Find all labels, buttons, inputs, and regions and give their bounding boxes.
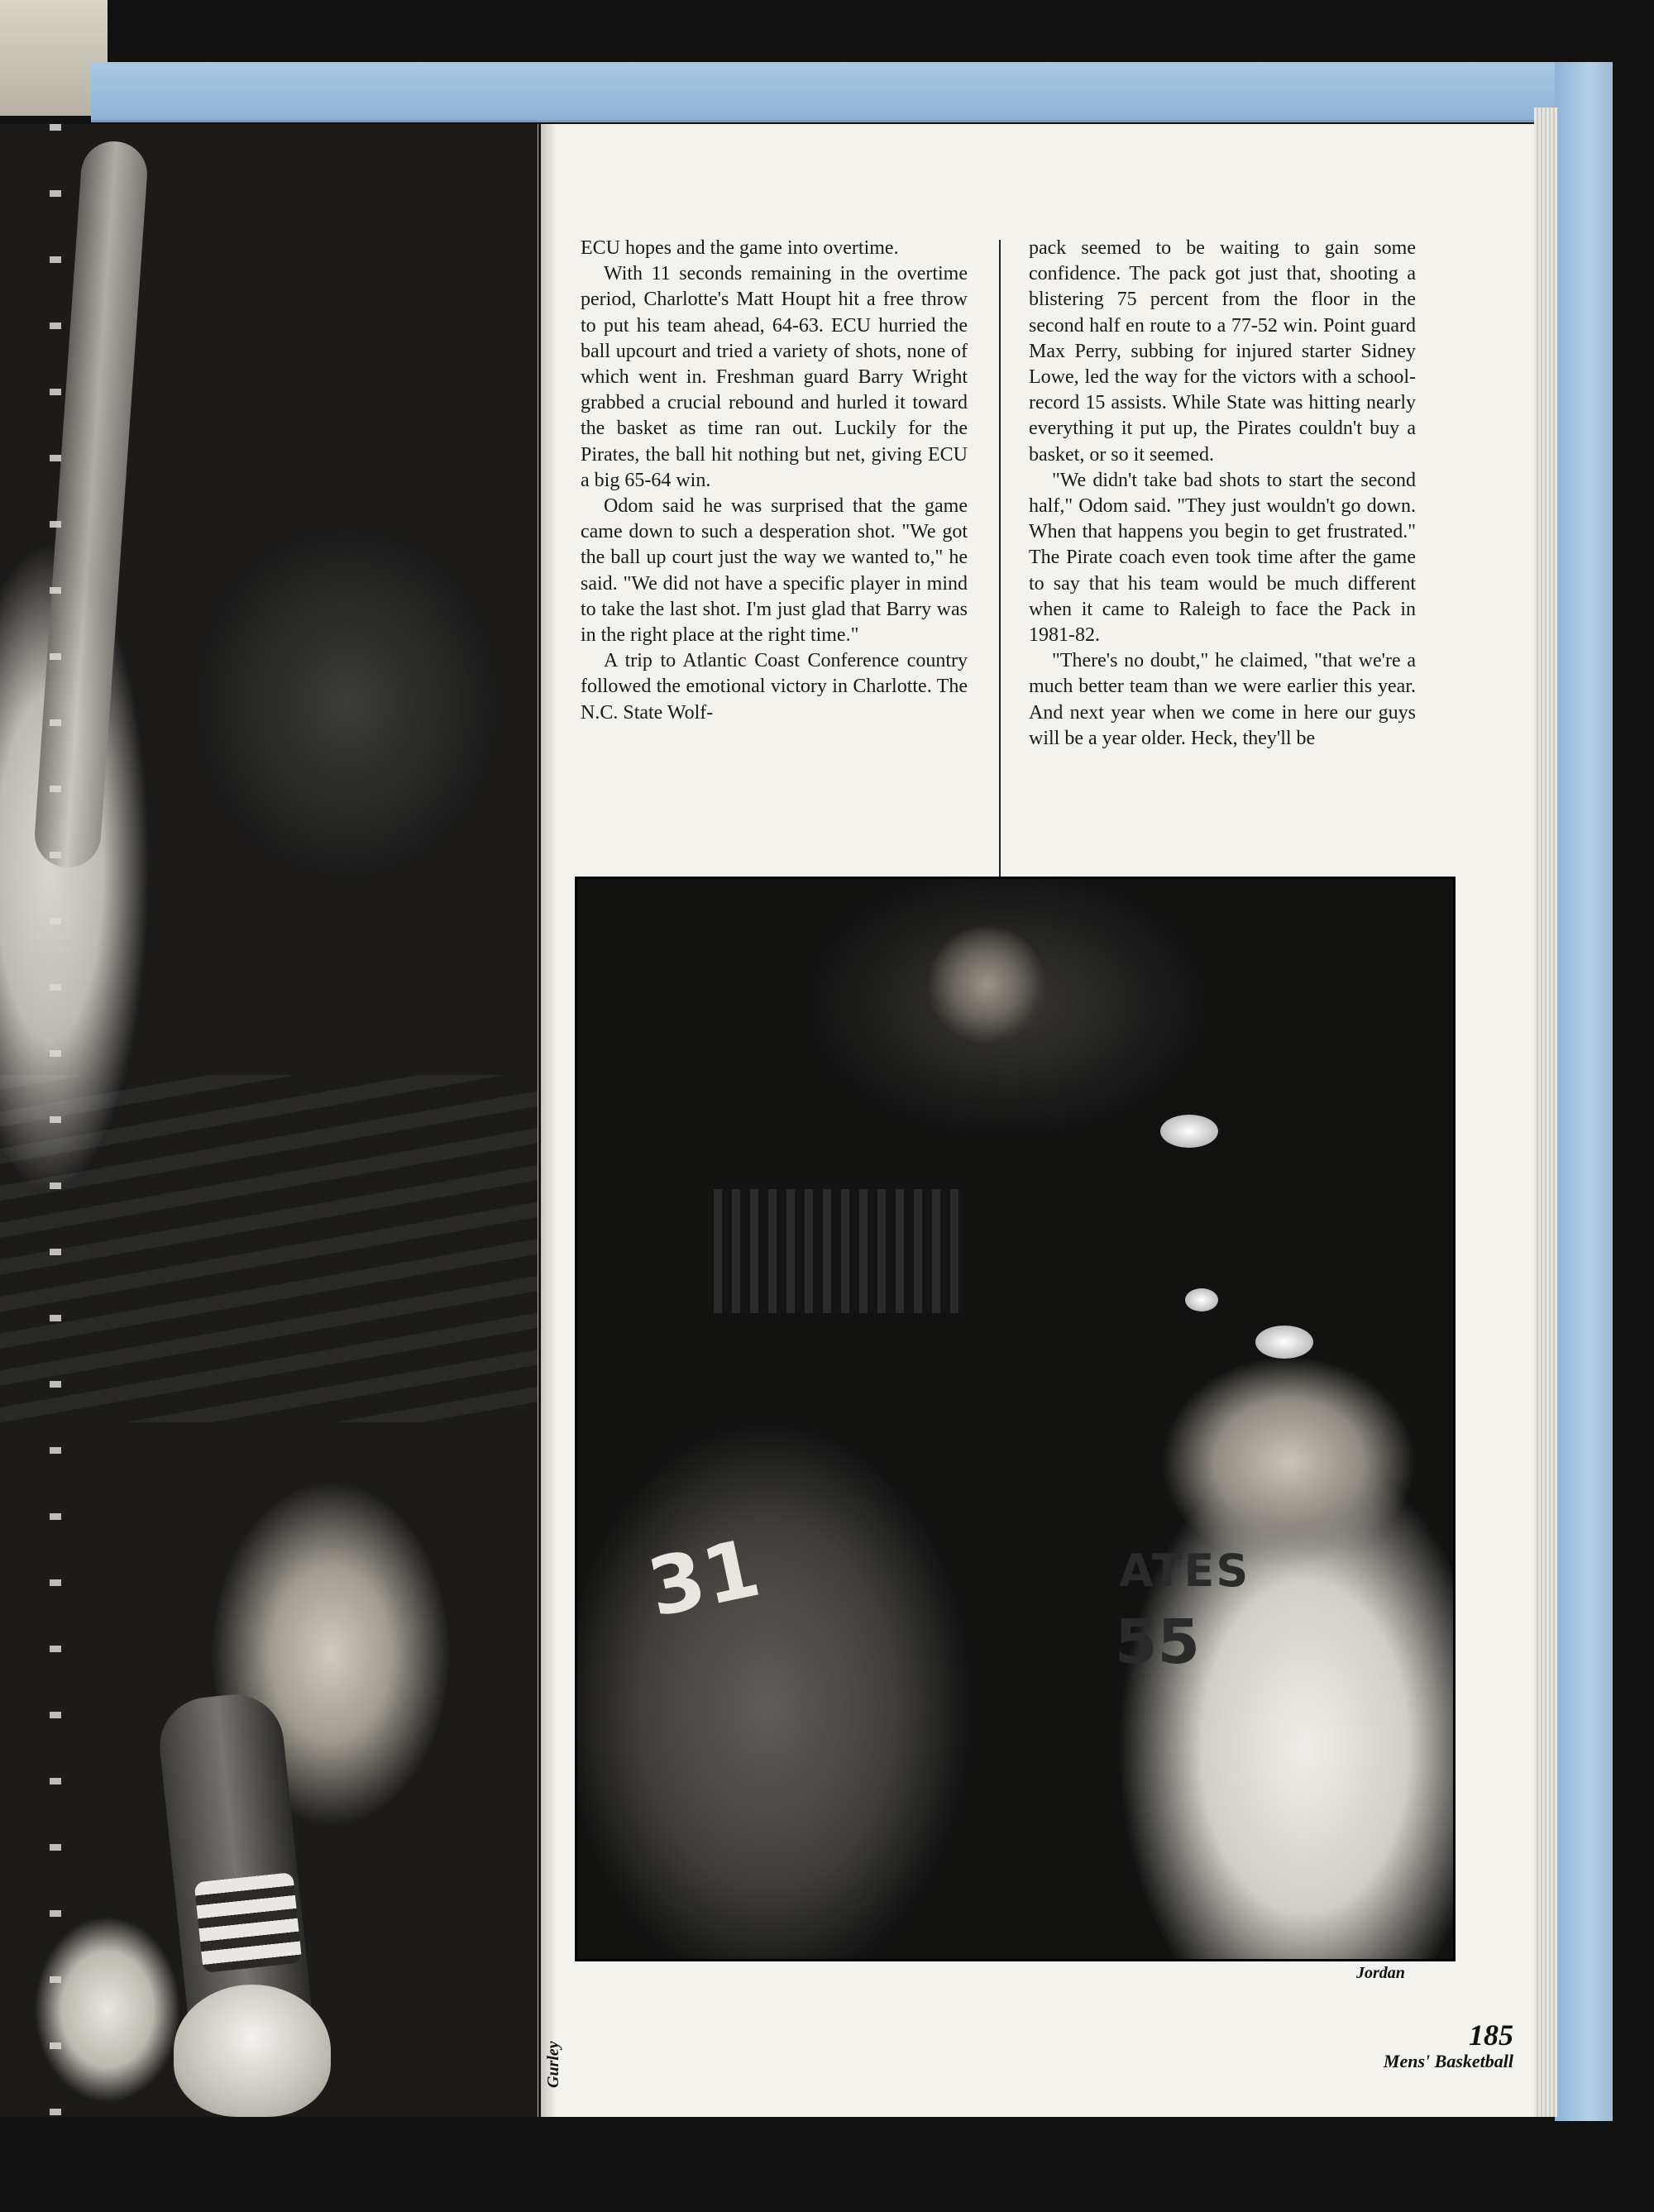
photo-credit-left: Gurley — [544, 2041, 562, 2088]
text-column-2 — [1029, 236, 1416, 752]
arena-light — [1255, 1326, 1313, 1359]
jersey-number-55: 55 — [1115, 1607, 1200, 1678]
binding-spiral — [50, 124, 61, 2117]
text-page — [538, 124, 1534, 2117]
text-column-1 — [581, 236, 968, 726]
bleacher-stripes — [0, 1075, 538, 1422]
left-page-photo — [0, 124, 538, 2117]
jersey-name: ATES — [1119, 1545, 1250, 1597]
paragraph: With 11 seconds remaining in the overtime period, Charlotte's Matt Houpt hit a free throw to put his team ahead, 64-63. ECU hurried the ball upcourt and tried a variety of shots, none of which went in. Freshman guard Barry Wright grabbed a crucial rebound and hurled it toward the basket as time ran out. Luckily for the Pirates, the ball hit nothing but net, giving ECU a big 65-64 win. — [581, 263, 968, 491]
striped-sock — [194, 1872, 303, 1973]
section-title: Mens' Basketball — [1383, 2051, 1513, 2071]
paragraph: A trip to Atlantic Coast Conference country followed the emotional victory in Charlotte. The N.C. State Wolf- — [581, 650, 968, 724]
arena-light — [1185, 1288, 1218, 1311]
sneaker — [174, 1985, 331, 2117]
paragraph: "We didn't take bad shots to start the second half," Odom said. "They just wouldn't go down. When that happens you begin to get frustrated." The Pirate coach even took time after the game to say that his team would be much different when it came to Raleigh to face the Pack in 1981-82. — [1029, 469, 1416, 647]
book-cover-top-edge — [91, 62, 1613, 122]
page-left-rule — [538, 124, 541, 2117]
page-edges — [1534, 107, 1557, 2117]
paragraph: "There's no doubt," he claimed, "that we're a much better team than we were earlier this year. And next year when we come in here our guys will be a year older. Heck, they'll be — [1029, 650, 1416, 749]
jersey-number-31: 31 — [640, 1521, 768, 1636]
page-number: 185 — [1469, 2019, 1513, 2052]
arena-light — [1160, 1115, 1218, 1148]
column-divider — [999, 240, 1001, 967]
basketball-action-photo — [575, 877, 1456, 1961]
photo-credit: Jordan — [1356, 1964, 1405, 1982]
paragraph: Odom said he was surprised that the game came down to such a desperation shot. "We got the ball up court just the way we wanted to," he said. "We did not have a specific player in mind to take the last shot. I'm just glad that Barry was in the right place at the right time." — [581, 495, 968, 647]
paragraph: ECU hopes and the game into overtime. — [581, 237, 899, 259]
paragraph: pack seemed to be waiting to gain some confidence. The pack got just that, shooting a blistering 75 percent from the floor in the second half en route to a 77-52 win. Point guard Max Perry, subbing for injured starter Sidney Lowe, led the way for the victors with a school-record 15 assists. While State was hitting nearly everything it put up, the Pirates couldn't buy a basket, or so it seemed. — [1029, 237, 1416, 466]
scoreboard — [714, 1189, 962, 1313]
book-cover-right-edge — [1555, 62, 1613, 2121]
